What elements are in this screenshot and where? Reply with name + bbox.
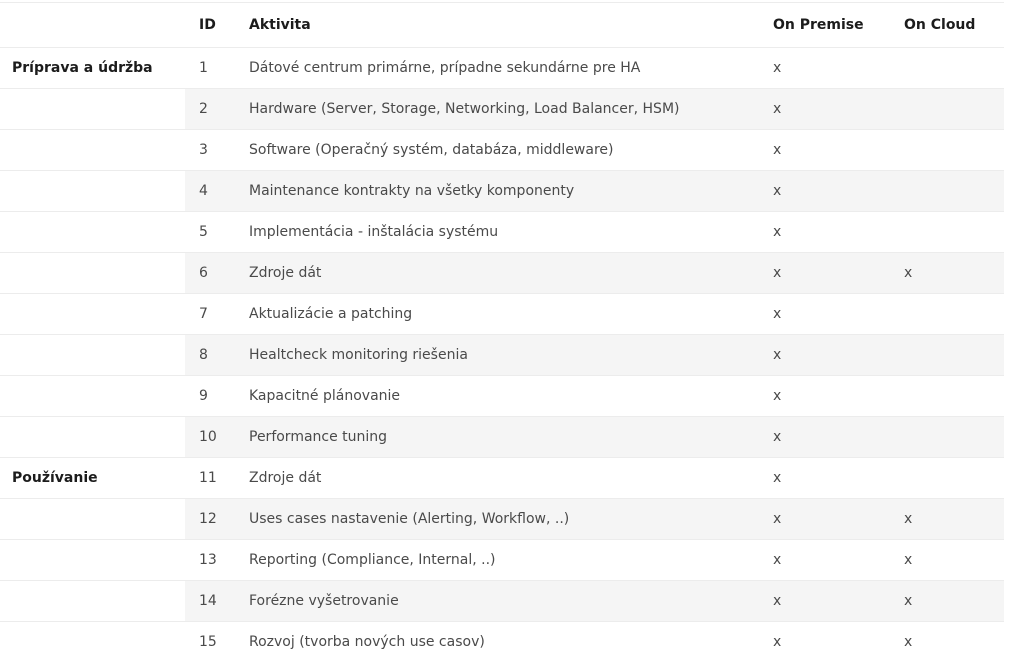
table-row — [0, 48, 1004, 89]
table-row — [0, 376, 1004, 417]
table-row — [0, 540, 1004, 581]
row-on-cloud: x — [904, 511, 913, 527]
row-activity: Uses cases nastavenie (Alerting, Workflow, ..) — [249, 511, 570, 527]
group-label: Príprava a údržba — [12, 60, 153, 76]
row-activity: Kapacitné plánovanie — [249, 388, 401, 404]
row-activity: Performance tuning — [249, 429, 388, 445]
row-on-cloud — [904, 294, 1004, 334]
table-row — [0, 253, 1004, 294]
table-row — [0, 294, 1004, 335]
row-activity: Aktualizácie a patching — [249, 306, 413, 322]
table-header-row — [0, 3, 1004, 48]
table-row — [0, 335, 1004, 376]
row-id: 6 — [199, 265, 208, 281]
table-row — [0, 581, 1004, 622]
row-on-premise: x — [773, 101, 782, 117]
row-on-cloud — [904, 48, 1004, 88]
row-on-premise: x — [773, 224, 782, 240]
row-on-premise: x — [773, 265, 782, 281]
row-on-cloud — [904, 89, 1004, 129]
row-activity: Hardware (Server, Storage, Networking, Load Balancer, HSM) — [249, 101, 680, 117]
row-on-premise: x — [773, 593, 782, 609]
row-activity: Healtcheck monitoring riešenia — [249, 347, 468, 363]
row-on-cloud — [904, 376, 1004, 416]
table-body — [0, 48, 1004, 658]
row-id: 10 — [199, 429, 217, 445]
table-row — [0, 212, 1004, 253]
row-id: 12 — [199, 511, 217, 527]
row-on-cloud — [904, 417, 1004, 457]
row-id: 5 — [199, 224, 208, 240]
row-activity: Maintenance kontrakty na všetky komponenty — [249, 183, 575, 199]
row-id: 1 — [199, 60, 208, 76]
row-on-premise: x — [773, 306, 782, 322]
header-on-cloud: On Cloud — [904, 17, 976, 33]
row-id: 7 — [199, 306, 208, 322]
row-on-cloud: x — [904, 593, 913, 609]
row-activity: Implementácia - inštalácia systému — [249, 224, 499, 240]
row-id: 2 — [199, 101, 208, 117]
table-row — [0, 130, 1004, 171]
row-on-cloud — [904, 130, 1004, 170]
row-activity: Rozvoj (tvorba nových use casov) — [249, 634, 485, 650]
row-id: 3 — [199, 142, 208, 158]
row-on-cloud — [904, 335, 1004, 375]
activity-table — [0, 3, 1004, 658]
row-activity: Dátové centrum primárne, prípadne sekundárne pre HA — [249, 60, 641, 76]
row-activity: Zdroje dát — [249, 265, 322, 281]
row-on-cloud: x — [904, 634, 913, 650]
row-activity: Reporting (Compliance, Internal, ..) — [249, 552, 496, 568]
header-id: ID — [199, 17, 216, 33]
row-on-premise: x — [773, 347, 782, 363]
group-label: Používanie — [12, 470, 98, 486]
row-activity: Forézne vyšetrovanie — [249, 593, 399, 609]
row-on-premise: x — [773, 142, 782, 158]
table-row — [0, 89, 1004, 130]
row-id: 11 — [199, 470, 217, 486]
header-on-premise: On Premise — [773, 17, 864, 33]
row-on-cloud: x — [904, 265, 913, 281]
row-on-cloud — [904, 171, 1004, 211]
row-on-premise: x — [773, 388, 782, 404]
row-on-premise: x — [773, 634, 782, 650]
row-id: 8 — [199, 347, 208, 363]
row-on-cloud: x — [904, 552, 913, 568]
table-row — [0, 417, 1004, 458]
row-id: 13 — [199, 552, 217, 568]
table-row — [0, 458, 1004, 499]
row-on-premise: x — [773, 60, 782, 76]
row-id: 9 — [199, 388, 208, 404]
row-id: 4 — [199, 183, 208, 199]
row-on-premise: x — [773, 183, 782, 199]
row-activity: Software (Operačný systém, databáza, middleware) — [249, 142, 614, 158]
header-activity: Aktivita — [249, 17, 311, 33]
row-on-cloud — [904, 458, 1004, 498]
table-row — [0, 171, 1004, 212]
row-on-premise: x — [773, 470, 782, 486]
row-on-cloud — [904, 212, 1004, 252]
row-on-premise: x — [773, 552, 782, 568]
row-activity: Zdroje dát — [249, 470, 322, 486]
row-id: 14 — [199, 593, 217, 609]
table-row — [0, 622, 1004, 658]
row-on-premise: x — [773, 511, 782, 527]
row-id: 15 — [199, 634, 217, 650]
table-row — [0, 499, 1004, 540]
row-on-premise: x — [773, 429, 782, 445]
